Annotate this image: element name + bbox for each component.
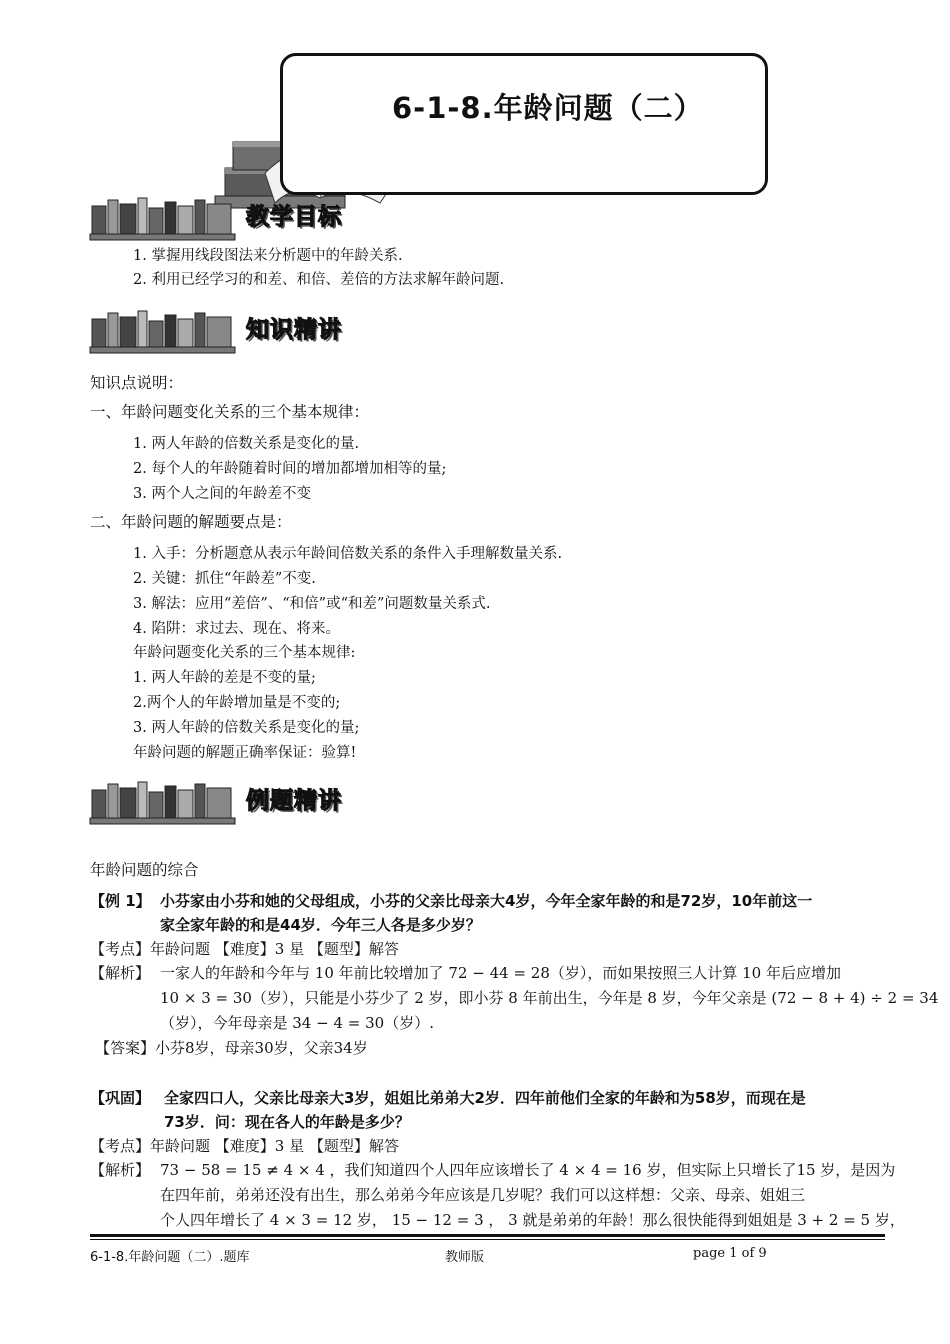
example-1-label: 【例 1】 bbox=[90, 892, 151, 910]
section-header-examples bbox=[88, 778, 388, 828]
example-2-meta: 【考点】年龄问题 【难度】3 星 【题型】解答 bbox=[90, 1137, 399, 1155]
rule-item: 2. 每个人的年龄随着时间的增加都增加相等的量; bbox=[133, 461, 447, 477]
knowledge-heading-2: 二、年龄问题的解题要点是： bbox=[90, 513, 292, 531]
example-1-analysis: （岁），今年母亲是 34 − 4 = 30（岁）. bbox=[160, 1014, 434, 1032]
example-2-question: 73岁．问：现在各人的年龄是多少？ bbox=[164, 1113, 410, 1131]
example-2-label: 【巩固】 bbox=[90, 1089, 151, 1107]
example-2-analysis: 73 − 58 = 15 ≠ 4 × 4 ，我们知道四个人四年应该增长了 4 × 4 = 16 岁，但实际上只增长了15 岁，是因为 bbox=[160, 1161, 896, 1179]
section-title-objectives: 教学目标 bbox=[246, 204, 342, 230]
example-1-analysis: 10 × 3 = 30（岁），只能是小芬少了 2 岁，即小芬 8 年前出生，今年是 8 岁，今年父亲是 (72 − 8 + 4) ÷ 2 = 34 bbox=[160, 989, 939, 1007]
rule2-item: 1. 两人年龄的差是不变的量; bbox=[133, 670, 316, 686]
footer-page-number: page 1 of 9 bbox=[693, 1246, 767, 1261]
page-title: 6-1-8.年龄问题（二） bbox=[392, 91, 704, 125]
bookshelf-icon bbox=[88, 778, 238, 828]
rule2-item: 3. 两人年龄的倍数关系是变化的量; bbox=[133, 720, 360, 736]
objective-item: 1. 掌握用线段图法来分析题中的年龄关系. bbox=[133, 248, 403, 264]
example-1-question: 家全家年龄的和是44岁．今年三人各是多少岁？ bbox=[160, 916, 481, 934]
examples-topic: 年龄问题的综合 bbox=[90, 861, 199, 879]
knowledge-guarantee: 年龄问题的解题正确率保证：验算! bbox=[133, 745, 357, 761]
objective-item: 2. 利用已经学习的和差、和倍、差倍的方法求解年龄问题. bbox=[133, 272, 505, 288]
section-header-knowledge bbox=[88, 307, 388, 357]
example-1-analysis-label: 【解析】 bbox=[90, 964, 151, 982]
example-2-analysis: 个人四年增长了 4 × 3 = 12 岁， 15 − 12 = 3 ， 3 就是弟弟的年龄！那么很快能得到姐姐是 3 + 2 = 5 岁， bbox=[160, 1211, 905, 1229]
section-header-objectives bbox=[88, 194, 388, 244]
example-1-analysis: 一家人的年龄和今年与 10 年前比较增加了 72 − 44 = 28（岁），而如果按照三人计算 10 年后应增加 bbox=[160, 964, 841, 982]
example-2-analysis-label: 【解析】 bbox=[90, 1161, 151, 1179]
footer-rule bbox=[90, 1234, 885, 1237]
knowledge-heading-1: 一、年龄问题变化关系的三个基本规律： bbox=[90, 403, 370, 421]
section-title-examples: 例题精讲 bbox=[246, 788, 342, 814]
point-item: 4. 陷阱：求过去、现在、将来。 bbox=[133, 621, 340, 637]
rule2-item: 2.两个人的年龄增加量是不变的; bbox=[133, 695, 341, 711]
example-2-question: 全家四口人，父亲比母亲大3岁，姐姐比弟弟大2岁．四年前他们全家的年龄和为58岁，而现在是 bbox=[164, 1089, 806, 1107]
example-1-meta: 【考点】年龄问题 【难度】3 星 【题型】解答 bbox=[90, 940, 399, 958]
example-1-question: 小芬家由小芬和她的父母组成，小芬的父亲比母亲大4岁，今年全家年龄的和是72岁，10年前这一 bbox=[160, 892, 813, 910]
footer-center: 教师版 bbox=[445, 1250, 485, 1265]
section-title-knowledge: 知识精讲 bbox=[246, 317, 342, 343]
point-item: 3. 解法：应用“差倍”、“和倍”或“和差”问题数量关系式. bbox=[133, 596, 491, 612]
knowledge-intro: 知识点说明： bbox=[90, 374, 184, 392]
bookshelf-icon bbox=[88, 307, 238, 357]
footer-rule bbox=[90, 1239, 885, 1240]
example-1-answer: 【答案】小芬8岁，母亲30岁，父亲34岁 bbox=[95, 1039, 368, 1057]
point-item: 1. 入手：分析题意从表示年龄间倍数关系的条件入手理解数量关系. bbox=[133, 546, 563, 562]
rule-item: 1. 两人年龄的倍数关系是变化的量. bbox=[133, 436, 360, 452]
bookshelf-icon bbox=[88, 194, 238, 244]
knowledge-sub-heading: 年龄问题变化关系的三个基本规律: bbox=[133, 645, 356, 661]
point-item: 2. 关键：抓住“年龄差”不变. bbox=[133, 571, 316, 587]
footer-left: 6-1-8.年龄问题（二）.题库 bbox=[90, 1250, 250, 1265]
rule-item: 3. 两个人之间的年龄差不变 bbox=[133, 486, 311, 502]
example-2-analysis: 在四年前，弟弟还没有出生，那么弟弟今年应该是几岁呢？我们可以这样想：父亲、母亲、姐姐三 bbox=[160, 1186, 806, 1204]
